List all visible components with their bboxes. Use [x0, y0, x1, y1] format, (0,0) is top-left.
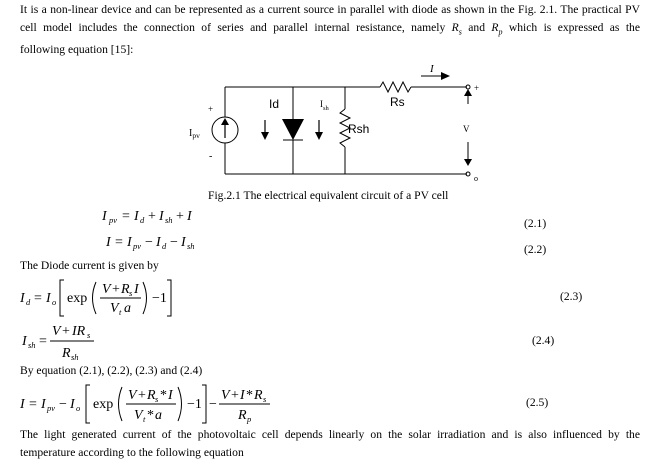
svg-text:o: o — [76, 403, 81, 413]
svg-text:+: + — [112, 282, 120, 297]
svg-text:I: I — [127, 235, 132, 250]
svg-text:I: I — [168, 388, 173, 403]
svg-text:−: − — [59, 397, 67, 412]
source-plus-sign: + — [208, 104, 214, 114]
pv-equivalent-circuit — [185, 62, 495, 190]
shunt-resistor-label: Rsh — [348, 122, 370, 136]
svg-text:I: I — [70, 397, 75, 412]
equation-2-5 — [18, 381, 288, 427]
svg-text:R: R — [147, 388, 156, 403]
svg-text:I: I — [106, 235, 111, 250]
svg-text:V: V — [134, 408, 143, 423]
svg-text:I: I — [102, 209, 107, 224]
closing-line-1: The light generated current of the photovoltaic cell depends linearly on the solar irradiation and is also influenced by the — [20, 428, 640, 441]
intro-paragraph — [20, 1, 640, 59]
combine-intro: By equation (2.1), (2.2), (2.3) and (2.4) — [20, 364, 203, 377]
svg-text:sh: sh — [165, 215, 173, 225]
svg-text:I: I — [46, 291, 51, 306]
svg-text:I: I — [20, 291, 25, 306]
voltage-arrow-down-icon — [464, 159, 472, 166]
equation-number-2-4: (2.4) — [532, 334, 555, 347]
shunt-current-arrow-icon — [315, 132, 323, 140]
intro-line-2: cell model includes the connection of series and parallel internal resistance, namely $R_s$ and $R_p$ which is expressed as the — [20, 21, 640, 37]
svg-text:V: V — [52, 324, 61, 339]
svg-text:R: R — [254, 388, 263, 403]
svg-text:s: s — [155, 394, 159, 404]
svg-text:I: I — [41, 397, 46, 412]
figure-caption: Fig.2.1 The electrical equivalent circuit of a PV cell — [208, 189, 449, 202]
svg-text:d: d — [162, 241, 167, 251]
equation-2-2 — [104, 230, 214, 254]
terminal-minus-mark: o — [474, 174, 478, 183]
svg-text:sh: sh — [187, 241, 195, 251]
svg-text:d: d — [26, 297, 31, 307]
svg-text:p: p — [247, 414, 252, 424]
diode-symbol — [282, 119, 304, 140]
svg-text:I: I — [240, 388, 245, 403]
intro-line-3: following equation [15]: — [20, 43, 134, 57]
diode-current-intro: The Diode current is given by — [20, 259, 159, 272]
svg-text:V: V — [221, 388, 230, 403]
svg-text:+: + — [148, 209, 156, 224]
svg-text:=: = — [29, 397, 37, 412]
output-current-label: I — [430, 63, 434, 75]
svg-text:s: s — [87, 330, 91, 340]
equation-number-2-2: (2.2) — [524, 243, 547, 256]
svg-text:V: V — [128, 388, 137, 403]
svg-text:=: = — [34, 291, 42, 306]
equation-number-2-5: (2.5) — [526, 396, 549, 409]
svg-text:*: * — [147, 408, 154, 423]
equation-2-3 — [18, 276, 178, 320]
svg-text:exp: exp — [67, 291, 88, 306]
voltage-arrow-up-icon — [464, 89, 472, 96]
svg-text:I: I — [156, 235, 161, 250]
svg-text:d: d — [140, 215, 145, 225]
svg-text:a: a — [124, 301, 131, 316]
svg-text:t: t — [119, 307, 122, 317]
svg-text:+: + — [231, 388, 239, 403]
svg-text:−: − — [145, 235, 153, 250]
closing-paragraph — [20, 426, 640, 462]
source-arrow-icon — [221, 118, 229, 125]
equation-number-2-3: (2.3) — [560, 290, 583, 303]
svg-text:I: I — [20, 397, 25, 412]
svg-text:exp: exp — [93, 397, 114, 412]
voltage-label: V — [463, 124, 470, 134]
source-minus-sign: - — [209, 151, 213, 162]
svg-text:−1: −1 — [152, 291, 167, 306]
svg-text:I: I — [134, 209, 139, 224]
svg-text:R: R — [62, 346, 71, 361]
svg-text:=: = — [39, 334, 47, 349]
svg-text:*: * — [246, 388, 253, 403]
svg-text:V: V — [102, 282, 111, 297]
diode-current-label: Id — [269, 97, 280, 111]
svg-text:s: s — [263, 394, 267, 404]
svg-text:I: I — [187, 209, 192, 224]
equation-2-4 — [20, 321, 120, 363]
intro-line-1: It is a non-linear device and can be represented as a current source in parallel with diode as shown in the Fig. 2.1. The practical PV — [20, 3, 640, 16]
svg-text:t: t — [143, 414, 146, 424]
series-resistor-symbol — [380, 82, 411, 92]
svg-text:−1: −1 — [187, 397, 202, 412]
svg-text:pv: pv — [109, 215, 118, 225]
svg-text:+: + — [176, 209, 184, 224]
svg-text:+: + — [62, 324, 70, 339]
closing-line-2: temperature according to the following equation — [20, 446, 244, 459]
source-current-label: $I_{pv}$ — [189, 128, 200, 140]
svg-text:I: I — [181, 235, 186, 250]
svg-text:R: R — [121, 282, 130, 297]
diode-current-arrow-icon — [261, 132, 269, 140]
svg-text:V: V — [110, 301, 119, 316]
svg-text:I: I — [159, 209, 164, 224]
output-current-arrow-icon — [441, 72, 450, 80]
svg-text:s: s — [129, 288, 133, 298]
svg-text:−: − — [170, 235, 178, 250]
svg-text:IR: IR — [72, 324, 86, 339]
svg-text:a: a — [155, 408, 162, 423]
svg-text:+: + — [138, 388, 146, 403]
svg-text:sh: sh — [71, 352, 79, 362]
terminal-plus-sign: + — [474, 83, 480, 93]
series-resistor-label: Rs — [390, 95, 405, 109]
svg-text:=: = — [122, 209, 130, 224]
equation-number-2-1: (2.1) — [524, 217, 547, 230]
svg-text:pv: pv — [133, 241, 142, 251]
svg-text:*: * — [160, 388, 167, 403]
svg-text:o: o — [52, 297, 57, 307]
svg-text:I: I — [22, 334, 27, 349]
svg-text:I: I — [134, 282, 139, 297]
svg-text:sh: sh — [28, 340, 36, 350]
shunt-current-label: $I_{sh}$ — [320, 99, 329, 112]
svg-text:pv: pv — [47, 403, 56, 413]
svg-text:=: = — [115, 235, 123, 250]
equation-2-1 — [100, 204, 210, 228]
svg-text:−: − — [209, 397, 217, 412]
svg-text:R: R — [238, 408, 247, 423]
